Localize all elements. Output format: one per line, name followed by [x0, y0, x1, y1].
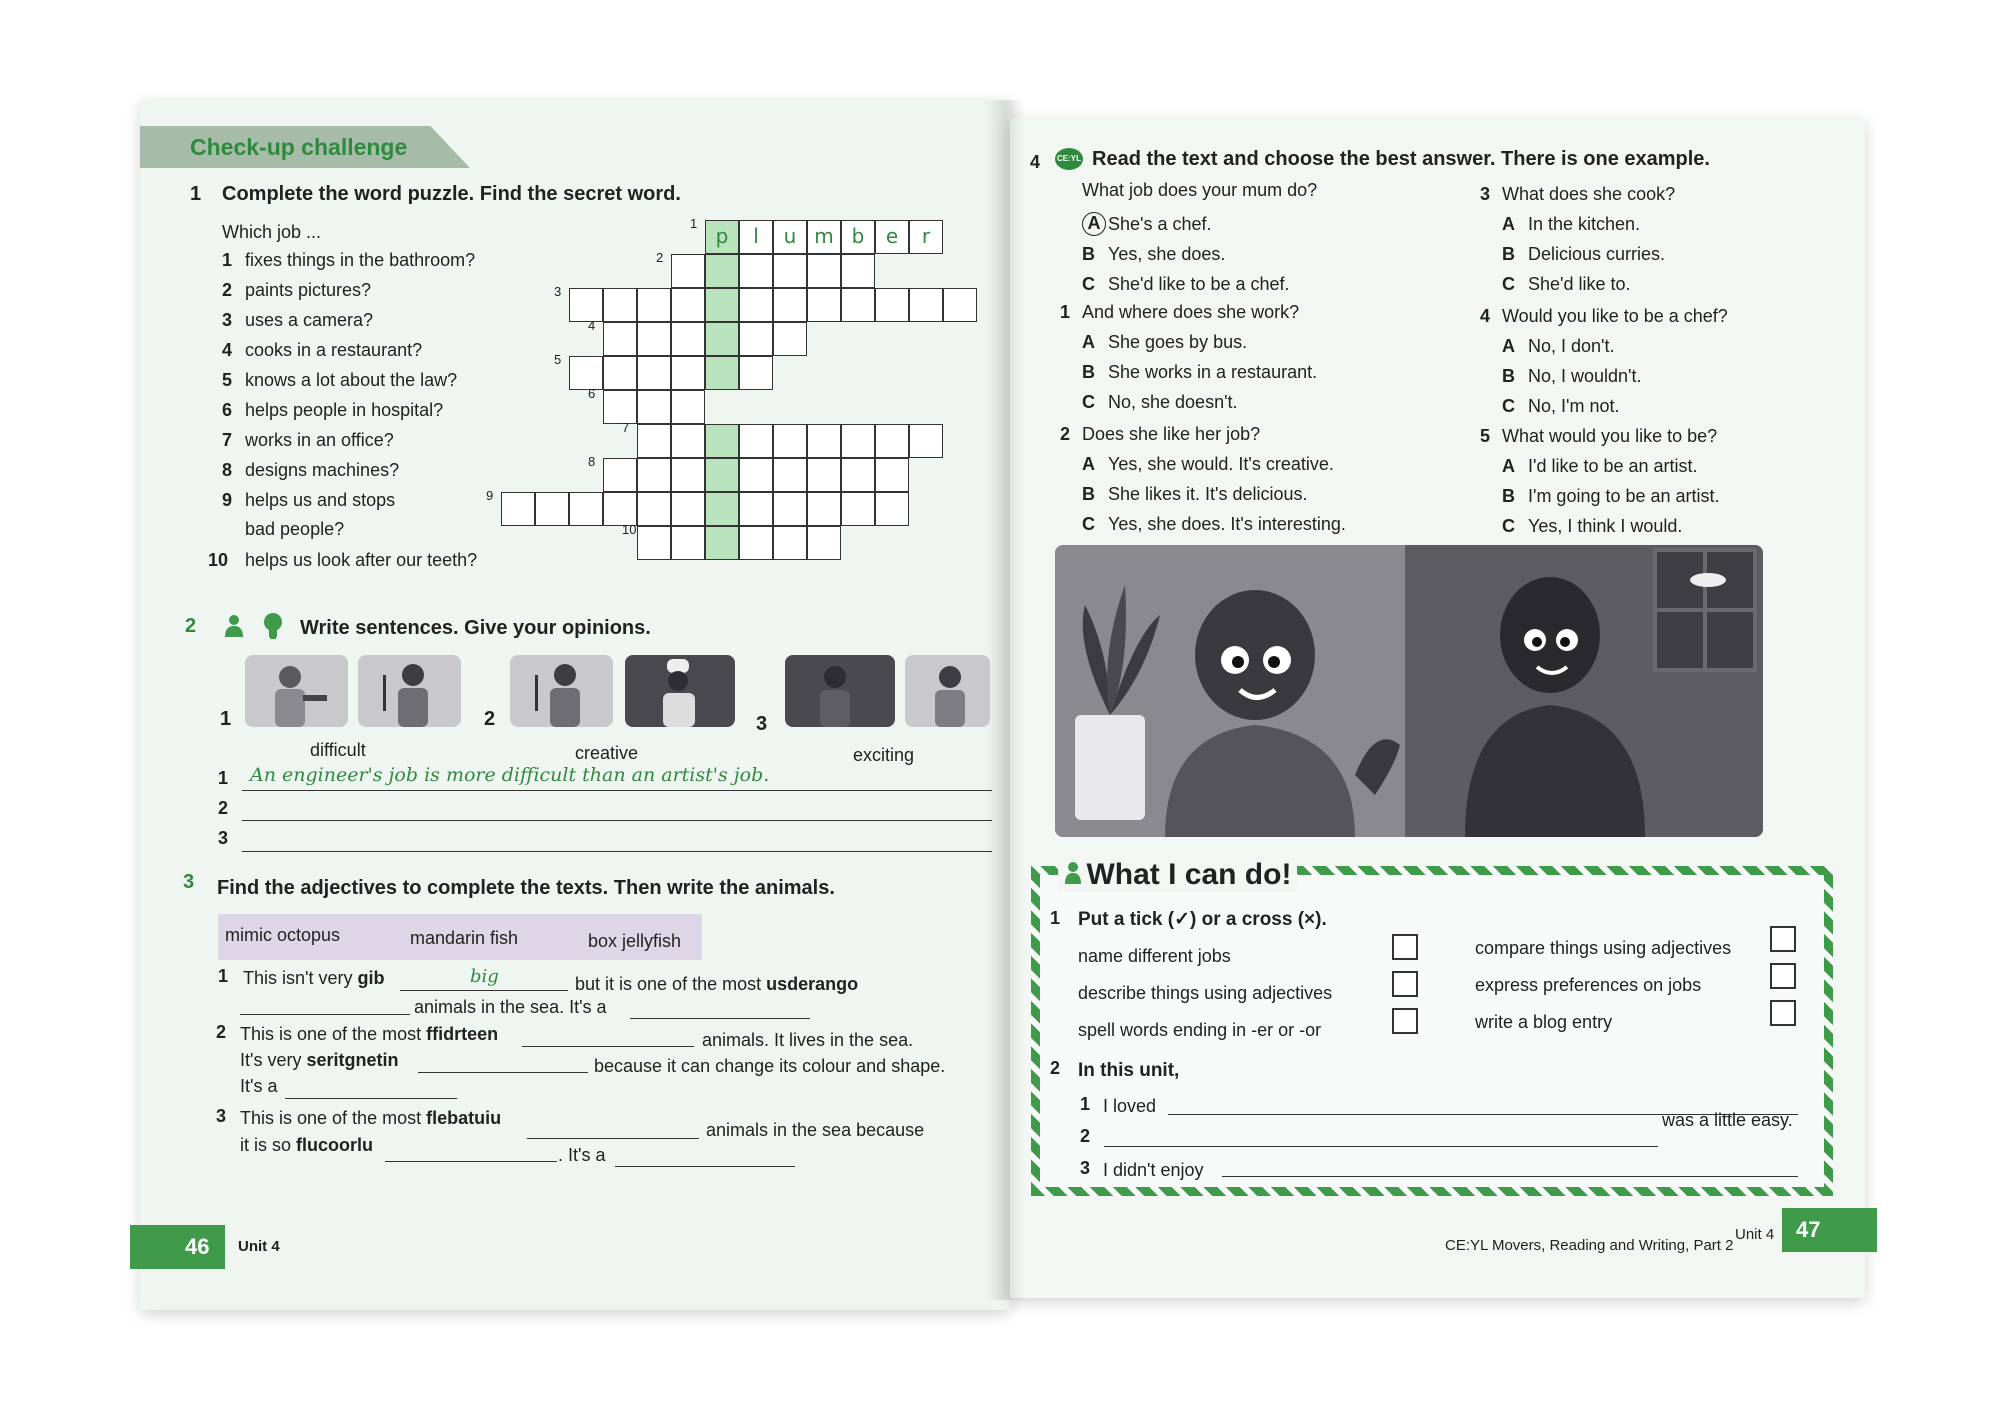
crossword-cell[interactable]	[637, 288, 671, 322]
crossword-cell[interactable]	[773, 254, 807, 288]
secret-word-cell[interactable]	[705, 526, 739, 560]
crossword-cell[interactable]	[501, 492, 535, 526]
can-do-part-1-title: Put a tick (✓) or a cross (×).	[1078, 909, 1327, 930]
clue-4-text: cooks in a restaurant?	[245, 340, 423, 360]
page-number-right: 47	[1782, 1208, 1877, 1252]
crossword-cell[interactable]	[671, 526, 705, 560]
exercise-3-number: 3	[183, 871, 195, 893]
question-2-number: 2	[1060, 424, 1071, 444]
question-5-option-b-text: I'm going to be an artist.	[1528, 486, 1720, 506]
word-box-jellyfish: box jellyfish	[588, 931, 682, 951]
pair-work-icon	[224, 614, 244, 643]
can-do-item-3: spell words ending in -er or -or	[1078, 1020, 1322, 1040]
example-option-c-text: She'd like to be a chef.	[1108, 274, 1290, 294]
clue-9-text: helps us and stops	[245, 490, 396, 510]
example-option-b-text: Yes, she does.	[1108, 244, 1226, 264]
text-3-blank-3[interactable]	[615, 1166, 795, 1167]
clue-9-number: 9	[222, 490, 233, 510]
text-3-part-a: This is one of the most flebatuiu	[240, 1108, 502, 1128]
question-5-option-a-letter: A	[1502, 456, 1515, 476]
page-number-left: 46	[130, 1225, 225, 1269]
word-mandarin-fish: mandarin fish	[410, 928, 519, 948]
question-2-option-b-letter: B	[1082, 484, 1095, 504]
can-do-item-4: compare things using adjectives	[1475, 938, 1732, 958]
text-1-number: 1	[218, 966, 229, 986]
example-answer: An engineer's job is more difficult than an artist's job.	[250, 764, 770, 786]
sentence-1-start: I loved	[1103, 1096, 1157, 1116]
text-2-blank-3[interactable]	[285, 1098, 457, 1099]
crossword-cell[interactable]: e	[875, 220, 909, 254]
illustration-scene	[1055, 545, 1763, 837]
crossword-cell[interactable]	[671, 492, 705, 526]
crossword-row-7-number: 7	[622, 420, 630, 435]
crossword-row-9-number: 9	[486, 488, 494, 503]
adjective-difficult: difficult	[310, 740, 366, 760]
clue-7-text: works in an office?	[245, 430, 394, 450]
picture-group-2-label: 2	[484, 708, 496, 730]
sentence-2-number: 2	[1080, 1126, 1091, 1146]
crossword-cell[interactable]	[943, 288, 977, 322]
crossword-cell[interactable]: b	[841, 220, 875, 254]
question-1-option-b-letter: B	[1082, 362, 1095, 382]
text-1-blank-1[interactable]	[400, 990, 568, 991]
question-2-option-a-letter: A	[1082, 454, 1095, 474]
answer-line-2[interactable]	[242, 820, 992, 821]
crossword-cell[interactable]	[739, 424, 773, 458]
question-4-option-b-letter: B	[1502, 366, 1515, 386]
crossword-cell[interactable]	[739, 288, 773, 322]
text-2-part-b: animals. It lives in the sea.	[702, 1030, 914, 1050]
plumber-picture	[245, 655, 348, 727]
question-4-text: Would you like to be a chef?	[1502, 306, 1728, 326]
question-4-option-b-text: No, I wouldn't.	[1528, 366, 1642, 386]
crossword-cell[interactable]: l	[739, 220, 773, 254]
example-question: What job does your mum do?	[1082, 180, 1318, 200]
crossword-cell[interactable]	[807, 254, 841, 288]
crossword-cell[interactable]	[739, 458, 773, 492]
crossword-cell[interactable]	[603, 288, 637, 322]
crossword-cell[interactable]	[637, 458, 671, 492]
crossword-cell[interactable]	[739, 492, 773, 526]
example-option-b-letter: B	[1082, 244, 1095, 264]
question-1-number: 1	[1060, 302, 1071, 322]
crossword-cell[interactable]	[569, 492, 603, 526]
footer-unit-left: Unit 4	[238, 1238, 280, 1255]
can-do-part-2-number: 2	[1050, 1058, 1061, 1078]
crossword-row-1-number: 1	[690, 216, 698, 231]
clue-5-text: knows a lot about the law?	[245, 370, 458, 390]
cambridge-badge-icon: CE:YL	[1055, 148, 1083, 170]
crossword-cell[interactable]	[773, 288, 807, 322]
adjective-exciting: exciting	[853, 745, 915, 765]
crossword-cell[interactable]	[875, 458, 909, 492]
can-do-item-1: name different jobs	[1078, 946, 1231, 966]
crossword-cell[interactable]	[739, 254, 773, 288]
can-do-checkbox-5[interactable]	[1770, 963, 1796, 989]
clue-3-text: uses a camera?	[245, 310, 374, 330]
crossword-cell[interactable]	[773, 526, 807, 560]
crossword-cell[interactable]	[671, 424, 705, 458]
question-5-option-c-letter: C	[1502, 516, 1515, 536]
secret-word-cell[interactable]	[705, 424, 739, 458]
crossword-cell[interactable]	[603, 356, 637, 390]
crossword-cell[interactable]	[807, 288, 841, 322]
sentence-2-blank[interactable]	[1104, 1146, 1658, 1147]
answer-line-1-number: 1	[218, 768, 229, 788]
crossword-cell[interactable]	[875, 424, 909, 458]
crossword-cell[interactable]	[637, 390, 671, 424]
clue-6-text: helps people in hospital?	[245, 400, 444, 420]
question-4-option-c-text: No, I'm not.	[1528, 396, 1620, 416]
can-do-checkbox-3[interactable]	[1392, 1008, 1418, 1034]
can-do-item-6: write a blog entry	[1475, 1012, 1613, 1032]
book-spine	[985, 100, 1025, 1300]
crossword-cell[interactable]	[739, 526, 773, 560]
lightbulb-icon	[262, 612, 284, 645]
text-2-number: 2	[216, 1022, 227, 1042]
businessman-picture	[785, 655, 895, 727]
text-3-number: 3	[216, 1106, 227, 1126]
crossword-cell[interactable]	[535, 492, 569, 526]
question-4-number: 4	[1480, 306, 1491, 326]
artist-picture	[358, 655, 461, 727]
clue-5-number: 5	[222, 370, 233, 390]
question-5-number: 5	[1480, 426, 1491, 446]
text-1-part-b: but it is one of the most usderango	[575, 974, 859, 994]
crossword-cell[interactable]	[671, 356, 705, 390]
clue-1-text: fixes things in the bathroom?	[245, 250, 476, 270]
sentence-3-blank[interactable]	[1222, 1176, 1798, 1177]
text-2-part-c: It's very seritgnetin	[240, 1050, 399, 1070]
crossword-cell[interactable]	[841, 288, 875, 322]
question-2-option-c-letter: C	[1082, 514, 1095, 534]
can-do-title: What I can do!	[1086, 858, 1292, 891]
clue-8-text: designs machines?	[245, 460, 400, 480]
adjective-creative: creative	[575, 743, 639, 763]
crossword-row-3-number: 3	[554, 284, 562, 299]
crossword-cell[interactable]	[807, 492, 841, 526]
banner-title: Check-up challenge	[190, 134, 408, 160]
crossword-row-6-number: 6	[588, 386, 596, 401]
clue-3-number: 3	[222, 310, 233, 330]
clue-10-number: 10	[208, 550, 229, 570]
exercise-1-number: 1	[190, 183, 202, 205]
clue-2-text: paints pictures?	[245, 280, 372, 300]
crossword-row-10-number: 10	[622, 522, 637, 537]
can-do-heading	[1058, 858, 1297, 892]
question-4-option-a-letter: A	[1502, 336, 1515, 356]
can-do-checkbox-6[interactable]	[1770, 1000, 1796, 1026]
question-4-option-a-text: No, I don't.	[1528, 336, 1615, 356]
secret-word-cell[interactable]	[705, 492, 739, 526]
footer-unit-right: Unit 4	[1735, 1226, 1775, 1243]
text-2-blank-2[interactable]	[418, 1072, 588, 1073]
crossword-cell[interactable]	[637, 424, 671, 458]
crossword-cell[interactable]	[841, 254, 875, 288]
can-do-item-2: describe things using adjectives	[1078, 983, 1333, 1003]
text-1-part-a: This isn't very gib	[243, 968, 385, 988]
person-icon	[1064, 861, 1082, 890]
example-option-c-letter: C	[1082, 274, 1095, 294]
can-do-item-5: express preferences on jobs	[1475, 975, 1702, 995]
can-do-checkbox-2[interactable]	[1392, 971, 1418, 997]
exercise-1-title: Complete the word puzzle. Find the secret word.	[222, 183, 681, 205]
crossword-cell[interactable]	[875, 492, 909, 526]
exercise-4-number: 4	[1030, 152, 1041, 172]
crossword-cell[interactable]	[569, 356, 603, 390]
question-5-option-a-text: I'd like to be an artist.	[1528, 456, 1698, 476]
secret-word-cell[interactable]	[705, 288, 739, 322]
crossword-cell[interactable]	[637, 356, 671, 390]
crossword-cell[interactable]	[603, 492, 637, 526]
crossword-cell[interactable]	[603, 322, 637, 356]
text-1-blank-2[interactable]	[240, 1014, 410, 1015]
crossword-cell[interactable]	[739, 356, 773, 390]
crossword-cell[interactable]	[671, 322, 705, 356]
sentence-3-number: 3	[1080, 1158, 1091, 1178]
crossword-cell[interactable]	[637, 492, 671, 526]
crossword-cell[interactable]	[773, 424, 807, 458]
text-3-part-b: animals in the sea because	[706, 1120, 925, 1140]
secret-word-cell[interactable]	[705, 254, 739, 288]
answer-line-3-number: 3	[218, 828, 229, 848]
question-2-option-a-text: Yes, she would. It's creative.	[1108, 454, 1334, 474]
clue-7-number: 7	[222, 430, 233, 450]
picture-group-3-label: 3	[756, 713, 768, 735]
question-1-text: And where does she work?	[1082, 302, 1300, 322]
text-2-part-d: because it can change its colour and shape.	[594, 1056, 946, 1076]
clue-8-number: 8	[222, 460, 233, 480]
question-3-number: 3	[1480, 184, 1491, 204]
question-3-option-b-letter: B	[1502, 244, 1515, 264]
question-1-option-a-letter: A	[1082, 332, 1095, 352]
crossword-cell[interactable]: r	[909, 220, 943, 254]
crossword-cell[interactable]: u	[773, 220, 807, 254]
crossword-cell[interactable]	[637, 322, 671, 356]
question-1-option-c-letter: C	[1082, 392, 1095, 412]
text-2-blank-1[interactable]	[522, 1046, 694, 1047]
text-3-blank-1[interactable]	[527, 1138, 699, 1139]
clue-6-number: 6	[222, 400, 233, 420]
crossword-cell[interactable]	[773, 458, 807, 492]
secret-word-cell[interactable]	[705, 356, 739, 390]
question-5-option-c-text: Yes, I think I would.	[1528, 516, 1683, 536]
crossword-cell[interactable]	[875, 288, 909, 322]
sentence-1-number: 1	[1080, 1094, 1091, 1114]
crossword-cell[interactable]	[739, 322, 773, 356]
text-2-part-e: It's a	[240, 1076, 278, 1096]
crossword-cell[interactable]	[841, 424, 875, 458]
question-1-option-a-text: She goes by bus.	[1108, 332, 1248, 352]
crossword-cell[interactable]	[637, 526, 671, 560]
crossword-cell[interactable]	[671, 458, 705, 492]
sentence-3-start: I didn't enjoy	[1103, 1160, 1204, 1180]
example-option-a-text: She's a chef.	[1108, 214, 1212, 234]
question-2-option-b-text: She likes it. It's delicious.	[1108, 484, 1308, 504]
text-3-part-d: . It's a	[558, 1145, 606, 1165]
question-3-text: What does she cook?	[1502, 184, 1676, 204]
crossword-row-5-number: 5	[554, 352, 562, 367]
question-3-option-c-letter: C	[1502, 274, 1515, 294]
text-3-part-c: it is so flucoorlu	[240, 1135, 374, 1155]
crossword-row-2-number: 2	[656, 250, 664, 265]
question-3-option-b-text: Delicious curries.	[1528, 244, 1666, 264]
crossword-row-8-number: 8	[588, 454, 596, 469]
secret-word-cell[interactable]	[705, 458, 739, 492]
question-2-text: Does she like her job?	[1082, 424, 1261, 444]
clue-1-number: 1	[222, 250, 233, 270]
text-1-answer: big	[470, 966, 499, 987]
secret-word-cell[interactable]: p	[705, 220, 739, 254]
picture-group-1-label: 1	[220, 708, 232, 730]
text-1-part-c: animals in the sea. It's a	[414, 997, 607, 1017]
exercise-3-title: Find the adjectives to complete the texts. Then write the animals.	[217, 877, 835, 899]
crossword-cell[interactable]	[909, 424, 943, 458]
text-2-part-a: This is one of the most ffidrteen	[240, 1024, 499, 1044]
text-3-blank-2[interactable]	[385, 1161, 557, 1162]
can-do-part-1-number: 1	[1050, 908, 1061, 928]
exercise-2-number: 2	[185, 615, 197, 637]
exercise-4-title: Read the text and choose the best answer. There is one example.	[1092, 148, 1710, 170]
police-officer-picture	[905, 655, 990, 727]
question-5-option-b-letter: B	[1502, 486, 1515, 506]
text-1-blank-3[interactable]	[630, 1018, 810, 1019]
word-mimic-octopus: mimic octopus	[225, 925, 341, 945]
crossword-row-4-number: 4	[588, 318, 596, 333]
crossword-cell[interactable]	[569, 288, 603, 322]
secret-word-cell[interactable]	[705, 322, 739, 356]
answer-line-2-number: 2	[218, 798, 229, 818]
crossword-cell[interactable]	[807, 458, 841, 492]
chef-picture	[625, 655, 735, 727]
crossword-cell[interactable]	[671, 390, 705, 424]
crossword-cell[interactable]	[841, 458, 875, 492]
example-option-a-letter: A	[1082, 212, 1106, 236]
clue-10-text: helps us look after our teeth?	[245, 550, 478, 570]
crossword-cell[interactable]	[909, 288, 943, 322]
clue-lead: Which job ...	[222, 222, 322, 242]
crossword-cell[interactable]	[807, 424, 841, 458]
question-3-option-a-letter: A	[1502, 214, 1515, 234]
can-do-checkbox-1[interactable]	[1392, 934, 1418, 960]
exercise-2-title: Write sentences. Give your opinions.	[300, 617, 651, 639]
crossword-cell[interactable]	[603, 390, 637, 424]
crossword-cell[interactable]	[773, 492, 807, 526]
clue-4-number: 4	[222, 340, 233, 360]
answer-line-1[interactable]	[242, 790, 992, 791]
clue-2-number: 2	[222, 280, 233, 300]
crossword-cell[interactable]	[807, 526, 841, 560]
answer-line-3[interactable]	[242, 851, 992, 852]
question-5-text: What would you like to be?	[1502, 426, 1718, 446]
sentence-2-end: was a little easy.	[1662, 1110, 1793, 1130]
crossword-cell[interactable]	[841, 492, 875, 526]
crossword-cell[interactable]	[773, 322, 807, 356]
crossword-cell[interactable]: m	[807, 220, 841, 254]
question-3-option-a-text: In the kitchen.	[1528, 214, 1641, 234]
artist-picture-2	[510, 655, 613, 727]
crossword-cell[interactable]	[671, 254, 705, 288]
crossword-cell[interactable]	[671, 288, 705, 322]
crossword-cell[interactable]	[603, 458, 637, 492]
question-4-option-c-letter: C	[1502, 396, 1515, 416]
question-3-option-c-text: She'd like to.	[1528, 274, 1631, 294]
question-1-option-c-text: No, she doesn't.	[1108, 392, 1238, 412]
can-do-checkbox-4[interactable]	[1770, 926, 1796, 952]
question-1-option-b-text: She works in a restaurant.	[1108, 362, 1318, 382]
clue-9-continued: bad people?	[245, 519, 345, 539]
question-2-option-c-text: Yes, she does. It's interesting.	[1108, 514, 1346, 534]
can-do-part-2-title: In this unit,	[1078, 1060, 1180, 1081]
footer-series: CE:YL Movers, Reading and Writing, Part 2	[1445, 1237, 1734, 1254]
